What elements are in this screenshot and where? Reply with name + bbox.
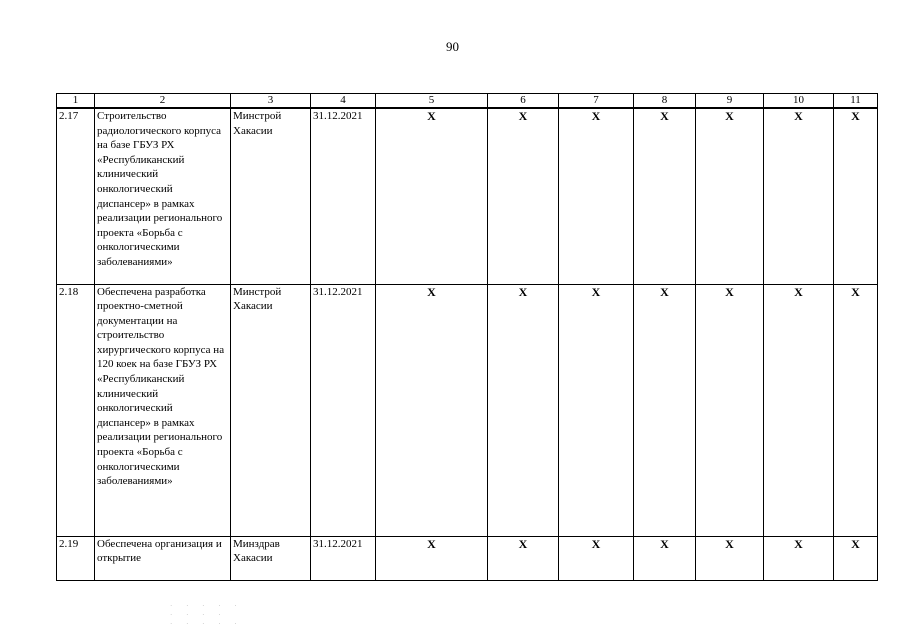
row-mark: Х: [696, 536, 764, 580]
row-mark: Х: [764, 108, 834, 284]
row-mark: Х: [696, 108, 764, 284]
column-header: 6: [488, 94, 559, 109]
row-mark: Х: [559, 536, 634, 580]
row-mark: Х: [634, 536, 696, 580]
row-number: 2.17: [57, 108, 95, 284]
row-mark: Х: [696, 284, 764, 536]
table-header: [57, 94, 878, 109]
row-mark: Х: [488, 284, 559, 536]
page-number: 90: [446, 39, 459, 54]
row-date: 31.12.2021: [311, 108, 376, 284]
row-description: Строительство радиологического корпуса на базе ГБУЗ РХ «Республиканский клинический онкологический диспансер» в рамках реализации регионального проекта «Борьба с онкологическими заболеваниями»: [95, 108, 231, 284]
table-body: [57, 108, 878, 580]
table-row: [57, 108, 878, 284]
row-date: 31.12.2021: [311, 284, 376, 536]
row-mark: Х: [376, 284, 488, 536]
row-mark: Х: [834, 284, 878, 536]
row-date: 31.12.2021: [311, 536, 376, 580]
row-number: 2.19: [57, 536, 95, 580]
column-header: 5: [376, 94, 488, 109]
row-mark: Х: [559, 284, 634, 536]
row-responsible: Минздрав Хакасии: [231, 536, 311, 580]
row-mark: Х: [488, 536, 559, 580]
column-header: 8: [634, 94, 696, 109]
row-description: Обеспечена организация и открытие: [95, 536, 231, 580]
column-header: 4: [311, 94, 376, 109]
row-mark: Х: [764, 536, 834, 580]
header-row: [57, 94, 878, 109]
column-header: 11: [834, 94, 878, 109]
row-mark: Х: [834, 108, 878, 284]
row-mark: Х: [376, 108, 488, 284]
row-mark: Х: [376, 536, 488, 580]
column-header: 1: [57, 94, 95, 109]
row-mark: Х: [764, 284, 834, 536]
column-header: 3: [231, 94, 311, 109]
row-mark: Х: [634, 284, 696, 536]
scan-artifact: · · · · · · · · · · · · · ·: [170, 602, 243, 628]
column-header: 9: [696, 94, 764, 109]
column-header: 10: [764, 94, 834, 109]
column-header: 2: [95, 94, 231, 109]
row-number: 2.18: [57, 284, 95, 536]
row-description: Обеспечена разработка проектно-сметной документации на строительство хирургического корпуса на 120 коек на базе ГБУЗ РХ «Республиканский клинический онкологический диспансер» в рамках реализации регионального проекта «Борьба с онкологическими заболеваниями»: [95, 284, 231, 536]
row-mark: Х: [488, 108, 559, 284]
row-mark: Х: [834, 536, 878, 580]
column-header: 7: [559, 94, 634, 109]
row-responsible: Минстрой Хакасии: [231, 108, 311, 284]
document-table: [56, 93, 878, 581]
row-mark: Х: [559, 108, 634, 284]
table-row: [57, 284, 878, 536]
table-row: [57, 536, 878, 580]
row-mark: Х: [634, 108, 696, 284]
row-responsible: Минстрой Хакасии: [231, 284, 311, 536]
